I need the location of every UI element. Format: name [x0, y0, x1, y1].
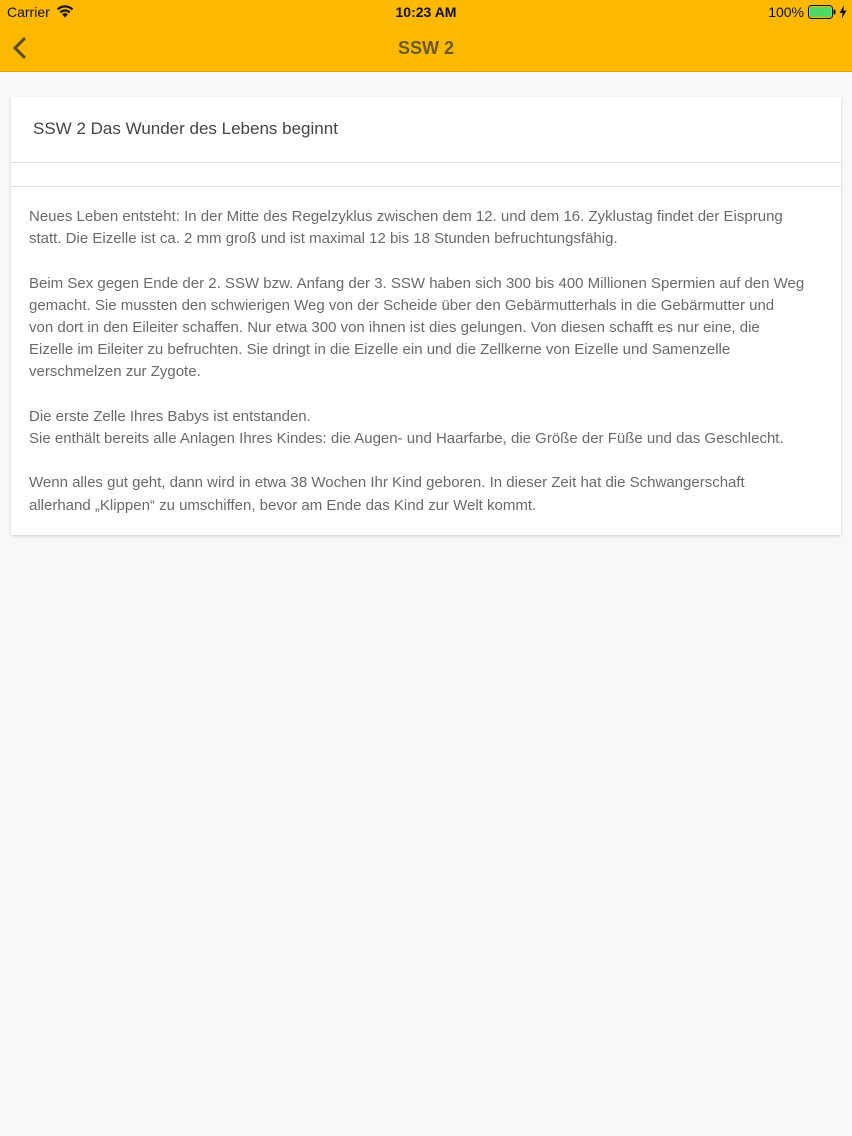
paragraph-line: verschmelzen zur Zygote.: [29, 363, 201, 381]
battery-icon: [808, 5, 836, 19]
paragraph-line: Die erste Zelle Ihres Babys ist entstanden.: [29, 407, 311, 425]
paragraph-2: [29, 273, 823, 384]
card-title: SSW 2 Das Wunder des Lebens beginnt: [33, 119, 338, 138]
paragraph-line: Sie enthält bereits alle Anlagen Ihres Kindes: die Augen- und Haarfarbe, die Größe der Füße und das Geschlecht.: [29, 430, 784, 447]
article-card: [11, 97, 841, 535]
paragraph-line: Wenn alles gut geht, dann wird in etwa 38 Wochen Ihr Kind geboren. In dieser Zeit hat die Schwangerschaft: [29, 474, 745, 492]
article-body: [11, 187, 841, 535]
navigation-bar: [0, 24, 852, 72]
paragraph-line: von dort in den Eileiter schaffen. Nur etwa 300 von ihnen ist dies gelungen. Von diesen schafft es nur eine, die: [29, 319, 760, 336]
paragraph-3: [29, 406, 823, 450]
paragraph-line: Beim Sex gegen Ende der 2. SSW bzw. Anfang der 3. SSW haben sich 300 bis 400 Millionen Spermien auf den Weg: [29, 274, 805, 292]
card-header: [11, 97, 841, 163]
paragraph-line: Neues Leben entsteht: In der Mitte des Regelzyklus zwischen dem 12. und dem 16. Zyklustag findet der Eisprung: [29, 208, 783, 225]
paragraph-4: [29, 472, 823, 516]
battery-percent: 100%: [768, 4, 804, 20]
page-title: SSW 2: [397, 38, 454, 58]
paragraph-line: allerhand „Klippen“ zu umschiffen, bevor am Ende das Kind zur Welt kommt.: [29, 496, 537, 514]
paragraph-1: [29, 206, 823, 250]
status-time: 10:23 AM: [395, 4, 457, 20]
charge-icon: [839, 5, 847, 19]
paragraph-line: statt. Die Eizelle ist ca. 2 mm groß und ist maximal 12 bis 18 Stunden befruchtungsfähig.: [29, 230, 618, 248]
paragraph-line: gemacht. Sie mussten den schwierigen Weg von der Scheide über den Gebärmutterhals in die Gebärmutter und: [29, 296, 775, 314]
carrier-label: Carrier: [7, 4, 50, 20]
status-bar: [0, 0, 852, 24]
card-divider: [11, 163, 841, 187]
content-area[interactable]: [0, 72, 852, 1136]
paragraph-line: Eizelle im Eileiter zu befruchten. Sie dringt in die Eizelle ein und die Zellkerne von Eizelle und Samenzelle: [29, 341, 731, 359]
